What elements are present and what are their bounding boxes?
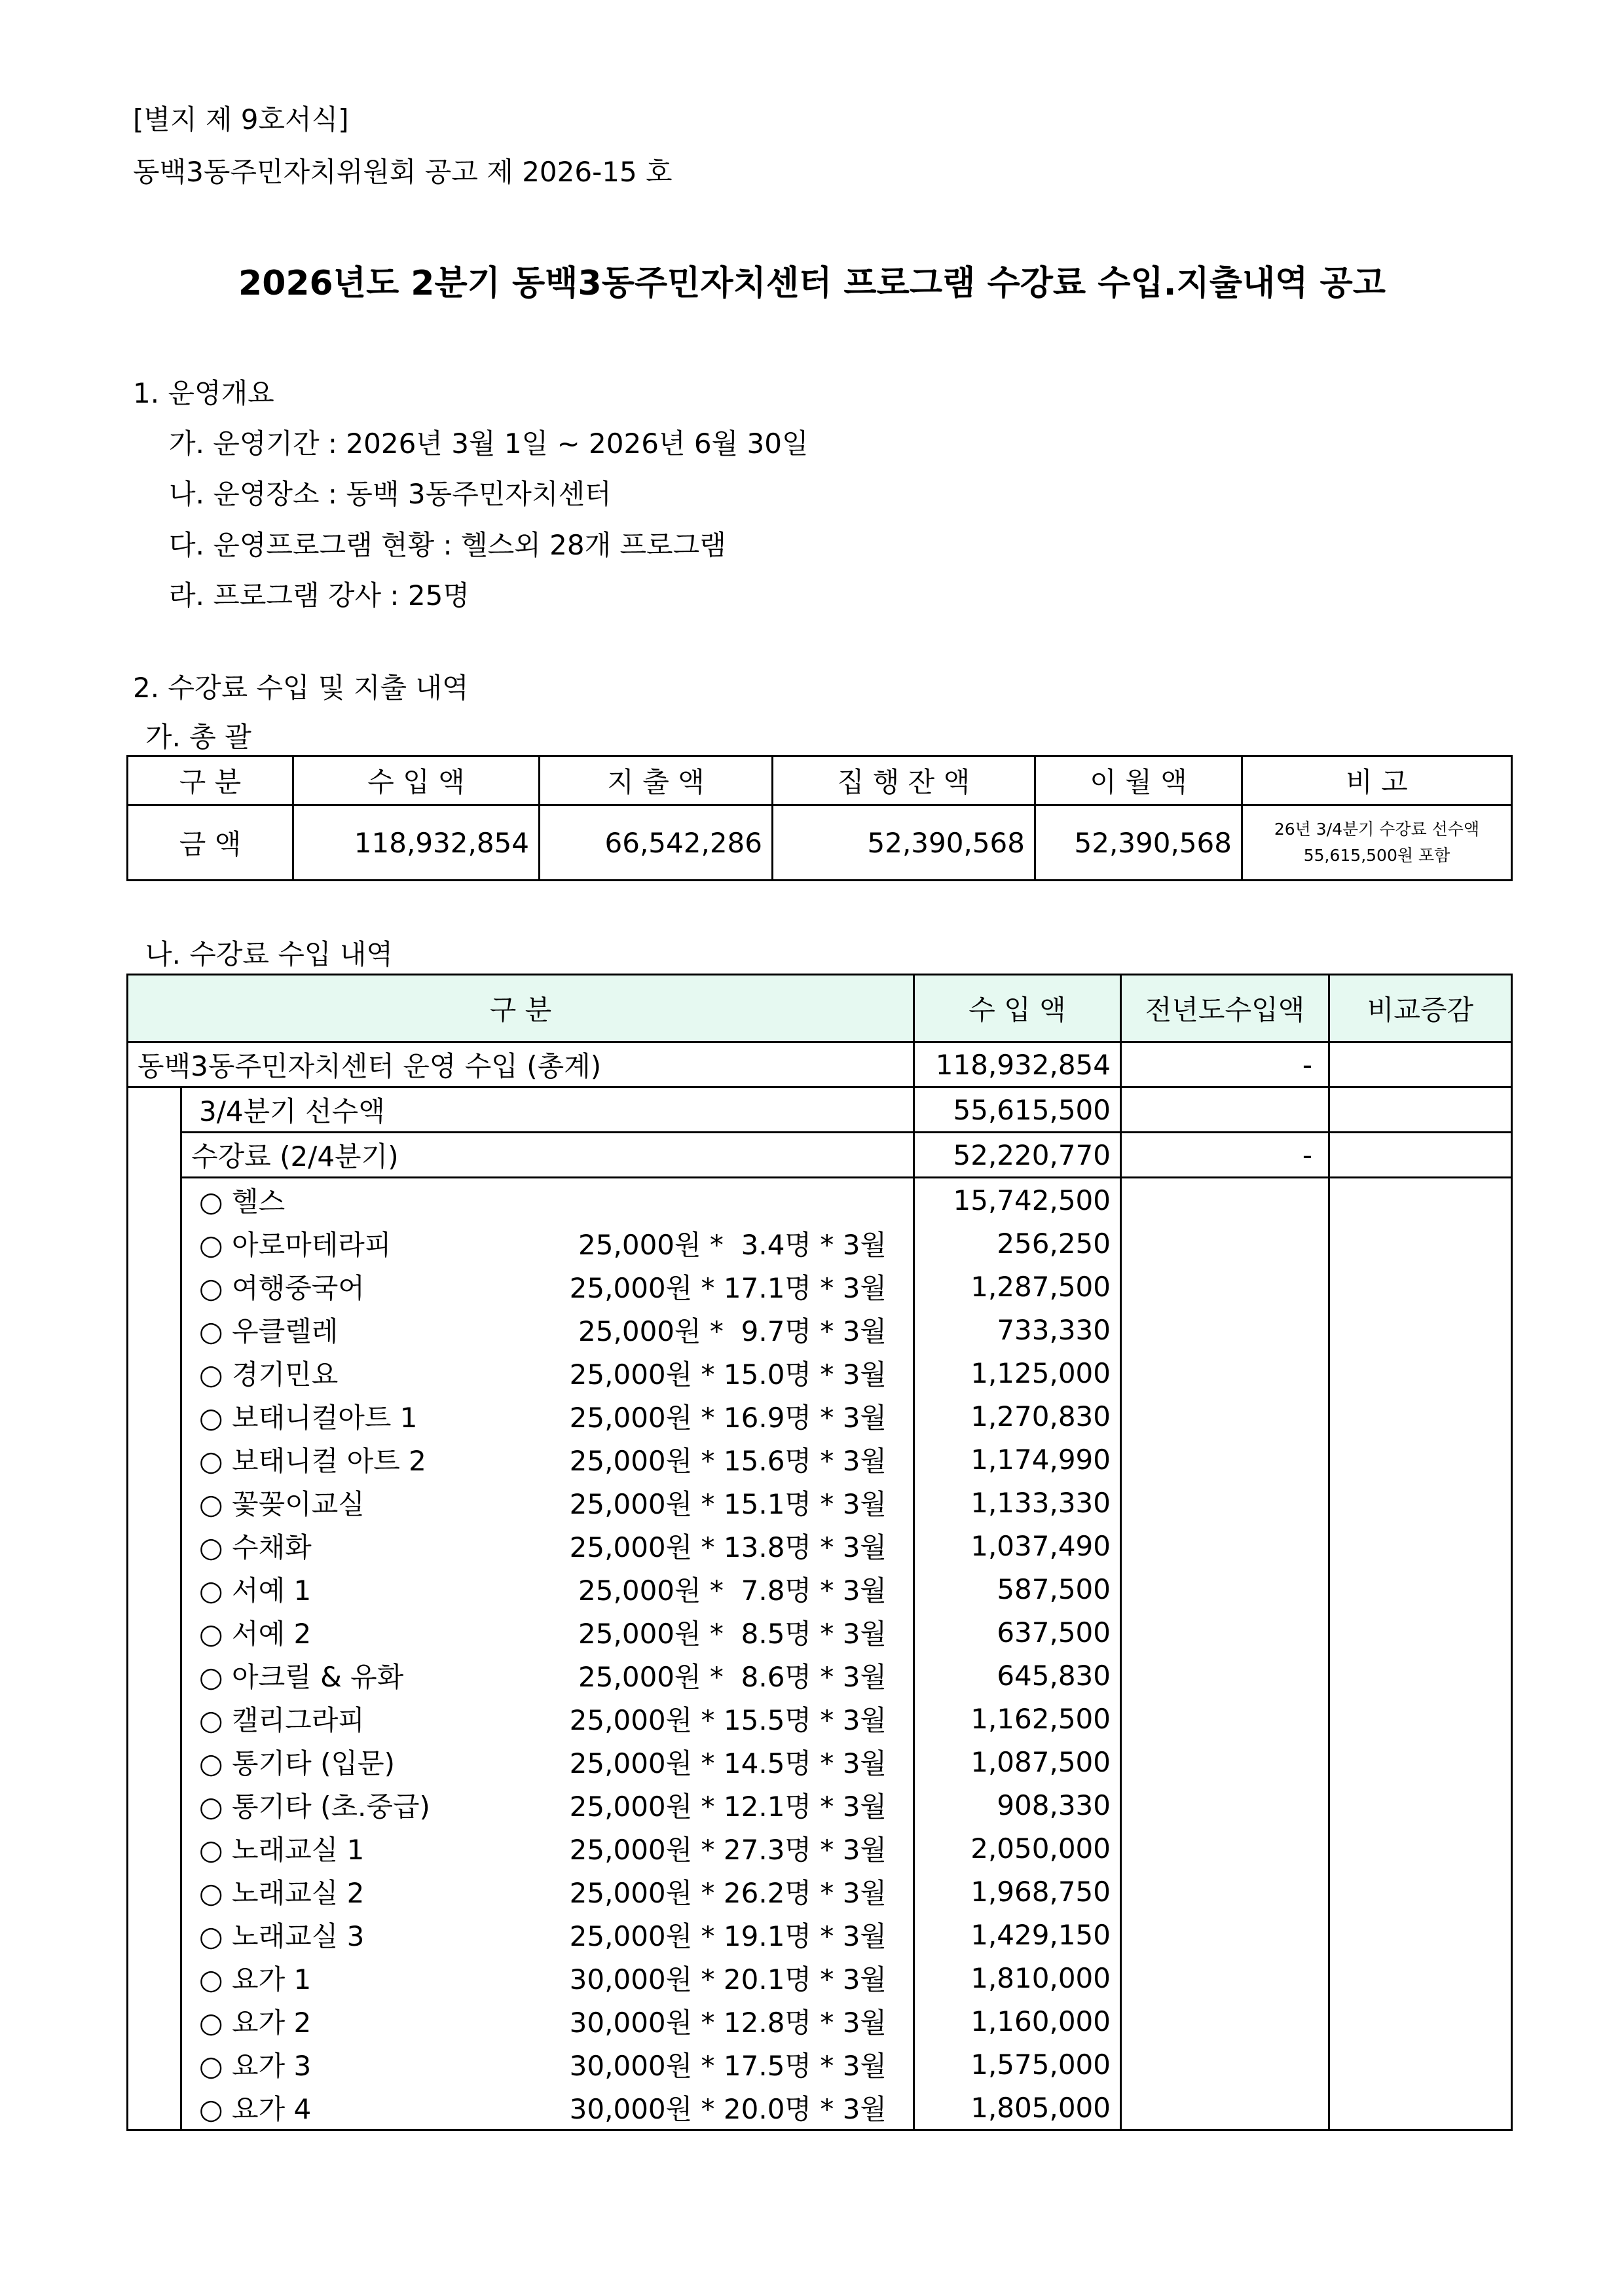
program-prev xyxy=(1121,1827,1329,1870)
program-amount: 1,160,000 xyxy=(914,1999,1121,2043)
program-row xyxy=(128,1654,1512,1697)
program-diff xyxy=(1329,1913,1512,1956)
col-header: 이 월 액 xyxy=(1035,756,1242,805)
indent-cell xyxy=(128,1740,181,1783)
program-description xyxy=(181,1351,914,1394)
overview-item: 가. 운영기간 : 2026년 3월 1일 ~ 2026년 6월 30일 xyxy=(169,428,809,460)
program-amount: 1,575,000 xyxy=(914,2043,1121,2086)
form-label: [별지 제 9호서식] xyxy=(133,103,349,136)
col-header: 구 분 xyxy=(128,975,914,1042)
program-name: ○ 여행중국어 xyxy=(199,1272,365,1304)
remark-cell xyxy=(1242,805,1512,881)
program-amount: 1,429,150 xyxy=(914,1913,1121,1956)
section1-heading: 1. 운영개요 xyxy=(133,377,274,409)
program-row xyxy=(128,1783,1512,1827)
program-amount: 1,810,000 xyxy=(914,1956,1121,1999)
program-name: ○ 서예 1 xyxy=(199,1575,312,1607)
program-prev xyxy=(1121,1956,1329,1999)
program-row xyxy=(128,1351,1512,1394)
program-row xyxy=(128,1697,1512,1740)
summary-table xyxy=(126,755,1513,881)
program-diff xyxy=(1329,1827,1512,1870)
program-calculation: 25,000원 * 12.1명 * 3월 xyxy=(569,1791,887,1823)
program-prev xyxy=(1121,1351,1329,1394)
income-value: 118,932,854 xyxy=(293,805,540,881)
program-calculation: 30,000원 * 20.0명 * 3월 xyxy=(569,2093,887,2125)
program-calculation: 25,000원 * 3.4명 * 3월 xyxy=(578,1229,887,1261)
remark-line: 55,615,500원 포함 xyxy=(1303,846,1450,865)
program-row xyxy=(128,1438,1512,1481)
program-name: ○ 요가 3 xyxy=(199,2050,312,2082)
program-name: ○ 요가 1 xyxy=(199,1963,312,1995)
balance-value: 52,390,568 xyxy=(773,805,1035,881)
program-description xyxy=(181,1740,914,1783)
program-row xyxy=(128,1265,1512,1308)
col-header: 지 출 액 xyxy=(540,756,773,805)
program-calculation: 25,000원 * 8.5명 * 3월 xyxy=(578,1618,887,1650)
program-name: ○ 우클렐레 xyxy=(199,1315,339,1347)
advance-label: 3/4분기 선수액 xyxy=(181,1087,914,1133)
program-amount: 733,330 xyxy=(914,1308,1121,1351)
program-name: ○ 헬스 xyxy=(199,1186,286,1218)
program-calculation: 25,000원 * 13.8명 * 3월 xyxy=(569,1531,887,1563)
program-amount: 1,174,990 xyxy=(914,1438,1121,1481)
program-name: ○ 수채화 xyxy=(199,1531,312,1563)
overview-item: 나. 운영장소 : 동백 3동주민자치센터 xyxy=(169,478,612,510)
program-name: ○ 노래교실 2 xyxy=(199,1877,365,1909)
program-description xyxy=(181,1827,914,1870)
indent-cell xyxy=(128,1438,181,1481)
program-calculation: 25,000원 * 26.2명 * 3월 xyxy=(569,1877,887,1909)
program-description xyxy=(181,1870,914,1913)
program-diff xyxy=(1329,1394,1512,1438)
program-prev xyxy=(1121,1178,1329,1222)
tuition-diff xyxy=(1329,1133,1512,1178)
program-prev xyxy=(1121,1265,1329,1308)
program-description xyxy=(181,1524,914,1567)
program-description xyxy=(181,1999,914,2043)
program-name: ○ 요가 2 xyxy=(199,2007,312,2039)
page-title: 2026년도 2분기 동백3동주민자치센터 프로그램 수강료 수입.지출내역 공고 xyxy=(238,264,1386,303)
program-prev xyxy=(1121,1481,1329,1524)
section2-heading: 2. 수강료 수입 및 지출 내역 xyxy=(133,672,469,704)
program-row xyxy=(128,1567,1512,1611)
program-prev xyxy=(1121,1222,1329,1265)
indent-cell xyxy=(128,1611,181,1654)
program-row xyxy=(128,1178,1512,1222)
remark-line: 26년 3/4분기 수강료 선수액 xyxy=(1274,820,1480,839)
indent-cell xyxy=(128,1351,181,1394)
program-calculation: 25,000원 * 14.5명 * 3월 xyxy=(569,1747,887,1779)
col-header: 구 분 xyxy=(128,756,293,805)
row-label: 금 액 xyxy=(128,805,293,881)
indent-cell xyxy=(128,1087,181,1133)
indent-cell xyxy=(128,1999,181,2043)
col-header: 전년도수입액 xyxy=(1121,975,1329,1042)
program-calculation: 25,000원 * 16.9명 * 3월 xyxy=(569,1402,887,1434)
program-prev xyxy=(1121,1870,1329,1913)
program-diff xyxy=(1329,1783,1512,1827)
program-calculation: 25,000원 * 9.7명 * 3월 xyxy=(578,1315,887,1347)
income-table xyxy=(126,974,1513,2131)
program-row xyxy=(128,1481,1512,1524)
program-amount: 908,330 xyxy=(914,1783,1121,1827)
indent-cell xyxy=(128,2043,181,2086)
program-diff xyxy=(1329,1524,1512,1567)
program-amount: 587,500 xyxy=(914,1567,1121,1611)
program-prev xyxy=(1121,1654,1329,1697)
advance-diff xyxy=(1329,1087,1512,1133)
program-description xyxy=(181,1222,914,1265)
program-prev xyxy=(1121,1308,1329,1351)
program-description xyxy=(181,1308,914,1351)
program-description xyxy=(181,1394,914,1438)
program-prev xyxy=(1121,1913,1329,1956)
summary-subheading: 가. 총 괄 xyxy=(145,721,251,753)
program-row xyxy=(128,1999,1512,2043)
program-prev xyxy=(1121,2086,1329,2130)
program-prev xyxy=(1121,1697,1329,1740)
program-amount: 1,287,500 xyxy=(914,1265,1121,1308)
program-name: ○ 요가 4 xyxy=(199,2093,312,2125)
indent-cell xyxy=(128,1524,181,1567)
total-amount: 118,932,854 xyxy=(914,1042,1121,1087)
carryover-value: 52,390,568 xyxy=(1035,805,1242,881)
indent-cell xyxy=(128,1913,181,1956)
program-name: ○ 노래교실 3 xyxy=(199,1920,365,1952)
program-calculation: 30,000원 * 20.1명 * 3월 xyxy=(569,1963,887,1995)
program-diff xyxy=(1329,1567,1512,1611)
program-row xyxy=(128,1913,1512,1956)
program-name: ○ 경기민요 xyxy=(199,1358,339,1391)
overview-item: 다. 운영프로그램 현황 : 헬스외 28개 프로그램 xyxy=(169,529,726,561)
program-row xyxy=(128,1524,1512,1567)
program-prev xyxy=(1121,2043,1329,2086)
program-calculation: 25,000원 * 15.1명 * 3월 xyxy=(569,1488,887,1520)
indent-cell xyxy=(128,1697,181,1740)
program-calculation: 25,000원 * 7.8명 * 3월 xyxy=(578,1575,887,1607)
expense-value: 66,542,286 xyxy=(540,805,773,881)
program-diff xyxy=(1329,1481,1512,1524)
program-name: ○ 보태니컬 아트 2 xyxy=(199,1445,426,1477)
program-description xyxy=(181,1438,914,1481)
program-row xyxy=(128,1827,1512,1870)
program-prev xyxy=(1121,1783,1329,1827)
col-header: 수 입 액 xyxy=(293,756,540,805)
program-description xyxy=(181,2086,914,2130)
program-description xyxy=(181,1913,914,1956)
program-description xyxy=(181,1956,914,1999)
col-header: 집 행 잔 액 xyxy=(773,756,1035,805)
indent-cell xyxy=(128,1222,181,1265)
program-diff xyxy=(1329,1697,1512,1740)
program-diff xyxy=(1329,1611,1512,1654)
program-name: ○ 보태니컬아트 1 xyxy=(199,1402,418,1434)
program-row xyxy=(128,1222,1512,1265)
total-label: 동백3동주민자치센터 운영 수입 (총계) xyxy=(128,1042,914,1087)
col-header: 수 입 액 xyxy=(914,975,1121,1042)
indent-cell xyxy=(128,1308,181,1351)
program-name: ○ 서예 2 xyxy=(199,1618,312,1650)
total-diff xyxy=(1329,1042,1512,1087)
program-row xyxy=(128,1611,1512,1654)
overview-item: 라. 프로그램 강사 : 25명 xyxy=(169,579,470,611)
program-diff xyxy=(1329,1222,1512,1265)
indent-cell xyxy=(128,1870,181,1913)
program-diff xyxy=(1329,2043,1512,2086)
program-amount: 1,037,490 xyxy=(914,1524,1121,1567)
col-header: 비 고 xyxy=(1242,756,1512,805)
program-amount: 1,968,750 xyxy=(914,1870,1121,1913)
indent-cell xyxy=(128,1133,181,1178)
program-calculation: 25,000원 * 15.6명 * 3월 xyxy=(569,1445,887,1477)
program-amount: 645,830 xyxy=(914,1654,1121,1697)
advance-prev xyxy=(1121,1087,1329,1133)
program-diff xyxy=(1329,1178,1512,1222)
program-prev xyxy=(1121,1524,1329,1567)
program-name: ○ 아크릴 & 유화 xyxy=(199,1661,404,1693)
program-calculation: 25,000원 * 15.5명 * 3월 xyxy=(569,1704,887,1736)
program-amount: 1,270,830 xyxy=(914,1394,1121,1438)
program-description xyxy=(181,1654,914,1697)
indent-cell xyxy=(128,1956,181,1999)
program-description xyxy=(181,1611,914,1654)
program-amount: 1,125,000 xyxy=(914,1351,1121,1394)
total-prev: - xyxy=(1121,1042,1329,1087)
program-row xyxy=(128,1308,1512,1351)
program-amount: 1,087,500 xyxy=(914,1740,1121,1783)
program-prev xyxy=(1121,1740,1329,1783)
program-amount: 15,742,500 xyxy=(914,1178,1121,1222)
program-diff xyxy=(1329,1956,1512,1999)
program-amount: 637,500 xyxy=(914,1611,1121,1654)
indent-cell xyxy=(128,1481,181,1524)
program-amount: 2,050,000 xyxy=(914,1827,1121,1870)
program-calculation: 25,000원 * 27.3명 * 3월 xyxy=(569,1834,887,1866)
program-diff xyxy=(1329,1351,1512,1394)
col-header: 비교증감 xyxy=(1329,975,1512,1042)
program-description xyxy=(181,1178,914,1222)
program-calculation: 25,000원 * 8.6명 * 3월 xyxy=(578,1661,887,1693)
program-description xyxy=(181,2043,914,2086)
program-description xyxy=(181,1567,914,1611)
program-name: ○ 통기타 (입문) xyxy=(199,1747,395,1779)
program-prev xyxy=(1121,1394,1329,1438)
program-row xyxy=(128,1870,1512,1913)
indent-cell xyxy=(128,1178,181,1222)
program-calculation: 25,000원 * 15.0명 * 3월 xyxy=(569,1358,887,1391)
indent-cell xyxy=(128,1827,181,1870)
program-diff xyxy=(1329,1265,1512,1308)
program-row xyxy=(128,2043,1512,2086)
program-name: ○ 아로마테라피 xyxy=(199,1229,392,1261)
indent-cell xyxy=(128,1265,181,1308)
program-name: ○ 캘리그라피 xyxy=(199,1704,365,1736)
program-diff xyxy=(1329,1870,1512,1913)
program-calculation: 25,000원 * 19.1명 * 3월 xyxy=(569,1920,887,1952)
program-row xyxy=(128,1394,1512,1438)
program-calculation: 30,000원 * 12.8명 * 3월 xyxy=(569,2007,887,2039)
advance-amount: 55,615,500 xyxy=(914,1087,1121,1133)
program-description xyxy=(181,1481,914,1524)
program-name: ○ 통기타 (초.중급) xyxy=(199,1791,430,1823)
program-prev xyxy=(1121,1999,1329,2043)
program-amount: 1,162,500 xyxy=(914,1697,1121,1740)
program-diff xyxy=(1329,1740,1512,1783)
program-prev xyxy=(1121,1438,1329,1481)
program-diff xyxy=(1329,2086,1512,2130)
program-prev xyxy=(1121,1611,1329,1654)
program-diff xyxy=(1329,1438,1512,1481)
program-description xyxy=(181,1783,914,1827)
notice-number: 동백3동주민자치위원회 공고 제 2026-15 호 xyxy=(133,156,673,188)
tuition-prev: - xyxy=(1121,1133,1329,1178)
tuition-label: 수강료 (2/4분기) xyxy=(181,1133,914,1178)
program-calculation: 25,000원 * 17.1명 * 3월 xyxy=(569,1272,887,1304)
indent-cell xyxy=(128,1567,181,1611)
program-description xyxy=(181,1265,914,1308)
program-amount: 256,250 xyxy=(914,1222,1121,1265)
program-description xyxy=(181,1697,914,1740)
program-row xyxy=(128,1956,1512,1999)
program-prev xyxy=(1121,1567,1329,1611)
program-row xyxy=(128,1740,1512,1783)
program-amount: 1,133,330 xyxy=(914,1481,1121,1524)
indent-cell xyxy=(128,1654,181,1697)
indent-cell xyxy=(128,1783,181,1827)
program-row xyxy=(128,2086,1512,2130)
program-name: ○ 꽃꽂이교실 xyxy=(199,1488,365,1520)
income-subheading: 나. 수강료 수입 내역 xyxy=(145,938,393,970)
program-diff xyxy=(1329,1654,1512,1697)
indent-cell xyxy=(128,1394,181,1438)
program-diff xyxy=(1329,1308,1512,1351)
program-amount: 1,805,000 xyxy=(914,2086,1121,2130)
indent-cell xyxy=(128,2086,181,2130)
program-name: ○ 노래교실 1 xyxy=(199,1834,365,1866)
program-diff xyxy=(1329,1999,1512,2043)
tuition-amount: 52,220,770 xyxy=(914,1133,1121,1178)
program-calculation: 30,000원 * 17.5명 * 3월 xyxy=(569,2050,887,2082)
